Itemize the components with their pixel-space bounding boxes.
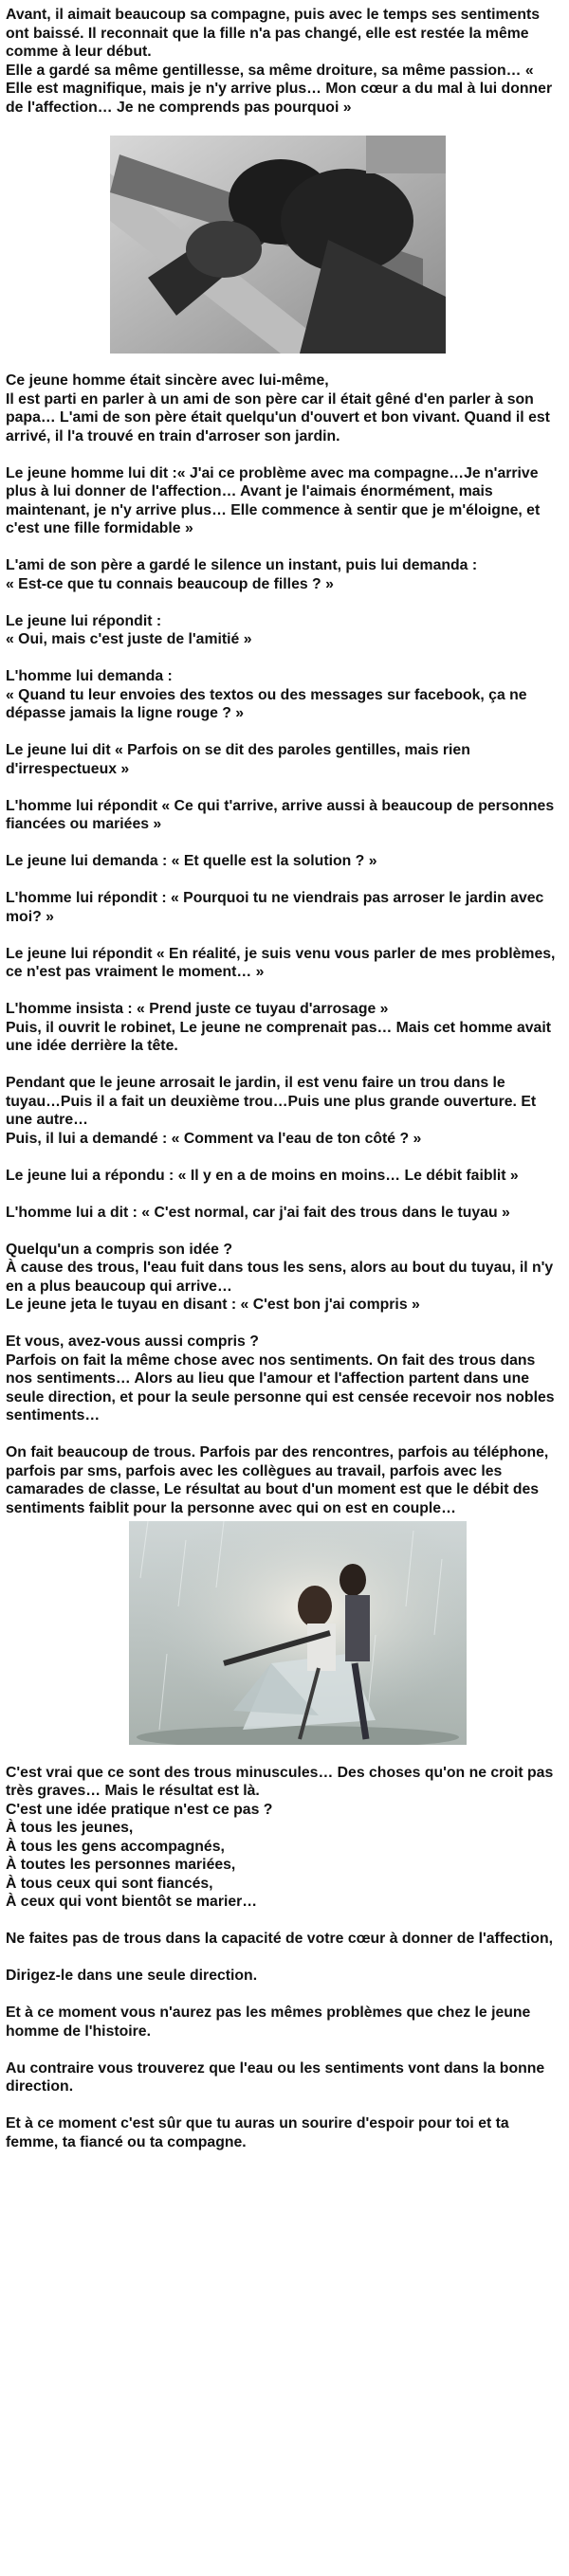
text-line: Avant, il aimait beaucoup sa compagne, puis avec le temps ses sentiments ont baissé. Il reconnait que la fille n'a pas changé, elle est restée la même comme à leur début. (6, 7, 541, 60)
paragraph (6, 2004, 563, 2041)
text-line: « Oui, mais c'est juste de l'amitié » (6, 631, 252, 647)
paragraph (6, 1167, 563, 1186)
text-line: Au contraire vous trouverez que l'eau ou les sentiments vont dans la bonne direction. (6, 2059, 545, 2095)
paragraph-intro (6, 6, 563, 117)
paragraph (6, 889, 563, 926)
paragraph (6, 852, 563, 871)
paragraph (6, 612, 563, 649)
text-line: Et vous, avez-vous aussi compris ? (6, 1333, 259, 1350)
paragraph (6, 1333, 563, 1425)
paragraph (6, 464, 563, 538)
text-line: À tous les gens accompagnés, (6, 1838, 225, 1855)
text-line: Pendant que le jeune arrosait le jardin, il est venu faire un trou dans le tuyau…Puis il a fait un deuxième trou…Puis une plus grande ouverture. Et une autre… (6, 1075, 537, 1128)
text-line: Le jeune homme lui dit :« J'ai ce problème avec ma compagne…Je n'arrive plus à lui donner de l'affection… Avant je l'aimais énormément, mais maintenant, je n'y arrive plus… Elle commence à sentir que je m'éloigne, et c'est une fille formidable » (6, 464, 541, 536)
text-line: Le jeune lui a répondu : « Il y en a de moins en moins… Le débit faiblit » (6, 1167, 519, 1184)
text-line: Ne faites pas de trous dans la capacité de votre cœur à donner de l'affection, (6, 1931, 553, 1947)
paragraph (6, 1000, 563, 1056)
text-line: L'homme insista : « Prend juste ce tuyau d'arrosage » (6, 1001, 389, 1017)
couple-rain-image (129, 1521, 467, 1745)
text-line: L'ami de son père a gardé le silence un instant, puis lui demanda : (6, 557, 478, 573)
text-line: Et à ce moment c'est sûr que tu auras un sourire d'espoir pour toi et ta femme, ta fiancé ou ta compagne. (6, 2115, 509, 2150)
text-line: Ce jeune homme était sincère avec lui-même, (6, 372, 329, 389)
paragraph (6, 945, 563, 982)
paragraph (6, 797, 563, 834)
text-line: Dirigez-le dans une seule direction. (6, 1968, 258, 1984)
paragraph (6, 741, 563, 778)
text-line: Le jeune lui demanda : « Et quelle est la solution ? » (6, 853, 377, 869)
paragraph (6, 1930, 563, 1949)
text-line: « Est-ce que tu connais beaucoup de filles ? » (6, 575, 334, 592)
paragraph (6, 667, 563, 723)
paragraph (6, 1967, 563, 1986)
paragraph (6, 1204, 563, 1223)
text-line: Le jeune jeta le tuyau en disant : « C'est bon j'ai compris » (6, 1297, 420, 1313)
text-line: L'homme lui répondit : « Pourquoi tu ne viendrais pas arroser le jardin avec moi? » (6, 890, 544, 925)
couple-dancing-in-rain-photo (129, 1521, 467, 1745)
text-line: L'homme lui demanda : (6, 668, 173, 684)
text-line: Elle a gardé sa même gentillesse, sa même droiture, sa même passion… « Elle est magnifique, mais je n'y arrive plus… Mon cœur a du mal à lui donner de l'affection… Je ne comprends pas pourquoi » (6, 62, 553, 116)
paragraph (6, 1443, 563, 1517)
text-line: À tous ceux qui sont fiancés, (6, 1875, 213, 1892)
paragraph (6, 556, 563, 593)
text-line: À cause des trous, l'eau fuit dans tous les sens, alors au bout du tuyau, il n'y en a plus beaucoup qui arrive… (6, 1260, 554, 1295)
text-line: On fait beaucoup de trous. Parfois par des rencontres, parfois au téléphone, parfois par sms, parfois avec les collègues au travail, parfois avec les camarades de classe, Le résultat au bout d'un moment est que le débit des sentiments faiblit pour la personne avec qui on est en couple… (6, 1444, 549, 1516)
text-line: À tous les jeunes, (6, 1820, 134, 1836)
text-line: Le jeune lui dit « Parfois on se dit des paroles gentilles, mais rien d'irrespectueux » (6, 742, 470, 777)
text-line: Il est parti en parler à un ami de son père car il était gêné d'en parler à son papa… L'ami de son père était quelqu'un d'ouvert et bon vivant. Quand il est arrivé, il l'a trouvé en train d'arroser son jardin. (6, 390, 550, 444)
text-line: Puis, il lui a demandé : « Comment va l'eau de ton côté ? » (6, 1130, 422, 1147)
text-line: Et à ce moment vous n'aurez pas les mêmes problèmes que chez le jeune homme de l'histoire. (6, 2005, 531, 2040)
paragraph (6, 1241, 563, 1315)
text-line: L'homme lui répondit « Ce qui t'arrive, arrive aussi à beaucoup de personnes fiancées ou mariées » (6, 797, 555, 832)
paragraph (6, 372, 563, 445)
couple-embrace-photo (110, 136, 446, 354)
text-line: À ceux qui vont bientôt se marier… (6, 1894, 258, 1910)
text-line: À toutes les personnes mariées, (6, 1857, 236, 1873)
text-line: Puis, il ouvrit le robinet, Le jeune ne comprenait pas… Mais cet homme avait une idée derrière la tête. (6, 1019, 551, 1054)
text-line: C'est vrai que ce sont des trous minuscules… Des choses qu'on ne croit pas très graves… Mais le résultat est là. (6, 1764, 554, 1799)
paragraph (6, 2114, 563, 2151)
text-line: Le jeune lui répondit « En réalité, je suis venu vous parler de mes problèmes, ce n'est pas vraiment le moment… » (6, 945, 556, 980)
text-line: C'est une idée pratique n'est ce pas ? (6, 1801, 273, 1818)
text-line: L'homme lui a dit : « C'est normal, car j'ai fait des trous dans le tuyau » (6, 1204, 510, 1221)
couple-embrace-image (110, 136, 446, 354)
paragraph (6, 1074, 563, 1148)
paragraph (6, 2059, 563, 2096)
text-line: Quelqu'un a compris son idée ? (6, 1241, 232, 1258)
text-line: Le jeune lui répondit : (6, 612, 162, 629)
paragraph (6, 1764, 563, 1912)
text-line: Parfois on fait la même chose avec nos sentiments. On fait des trous dans nos sentiments… Alors au lieu que l'amour et l'affection partent dans une seule direction, et pour la seule personne qui est censée recevoir nos nobles sentiments… (6, 1351, 555, 1424)
text-line: « Quand tu leur envoies des textos ou des messages sur facebook, ça ne dépasse jamais la ligne rouge ? » (6, 686, 527, 721)
